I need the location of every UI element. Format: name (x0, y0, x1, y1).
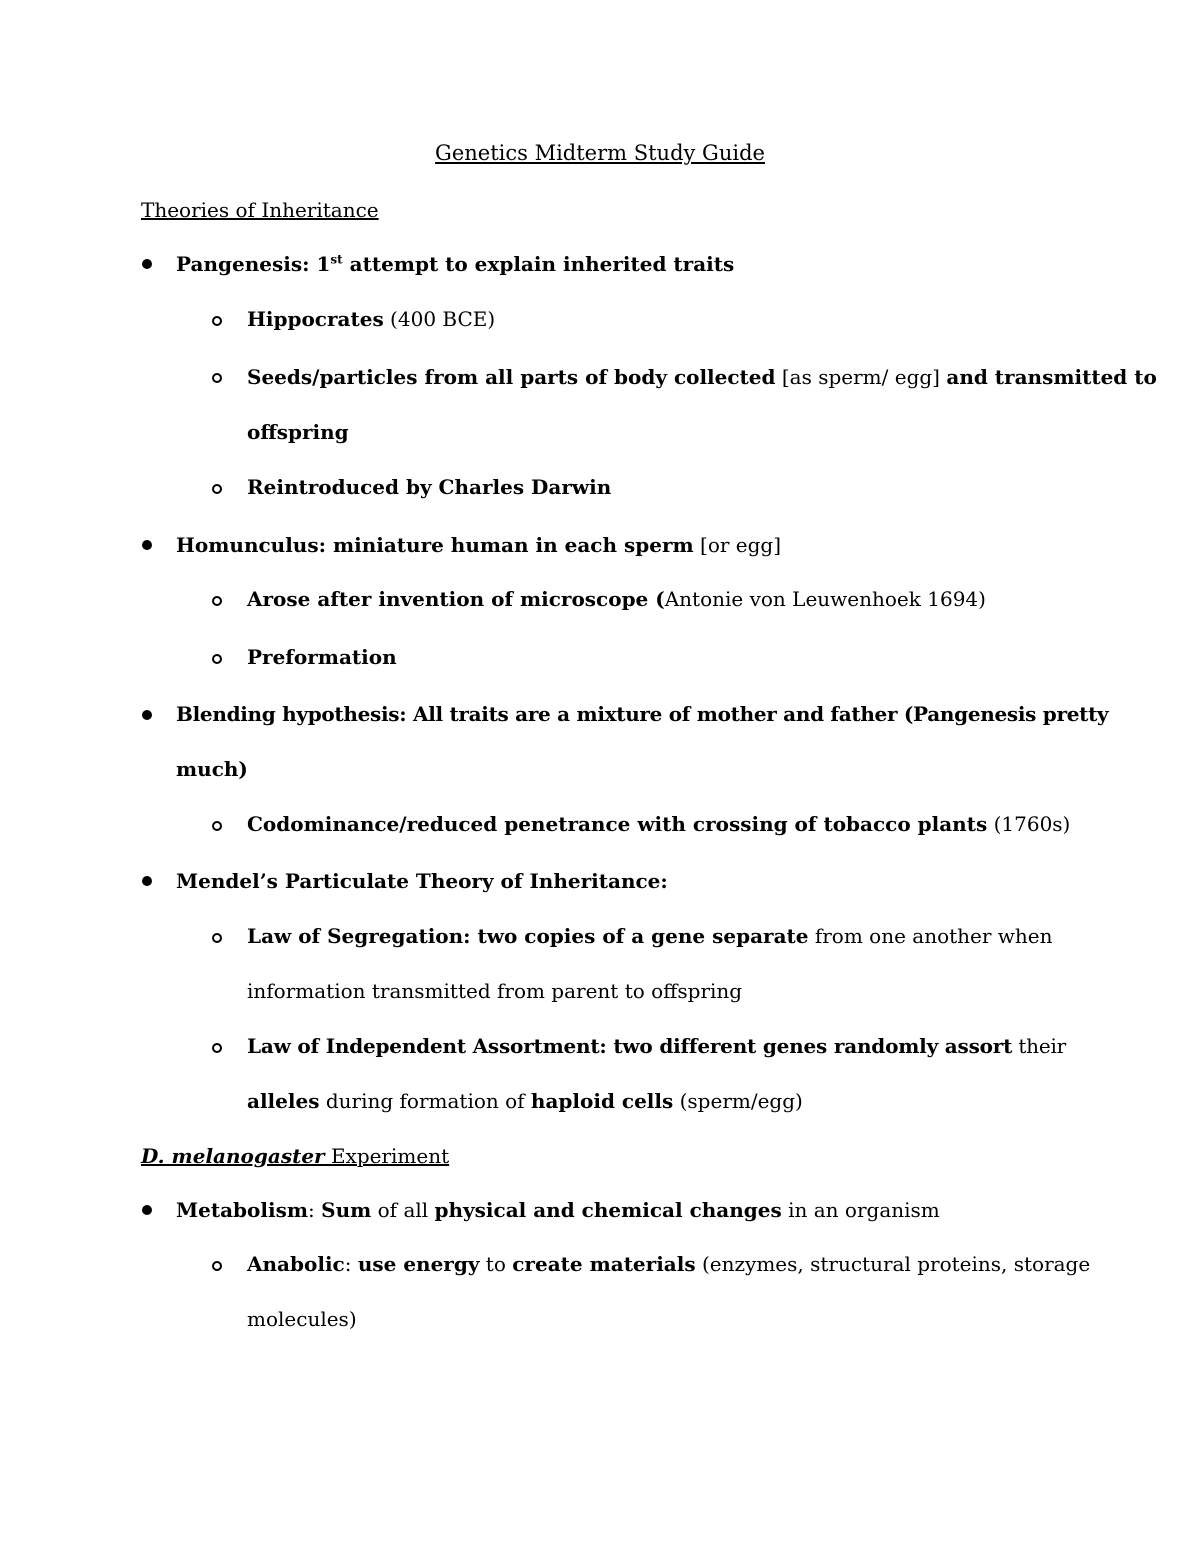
bullet-blending-cont: much) (176, 757, 248, 781)
sub-reintroduced: Reintroduced by Charles Darwin (247, 475, 612, 499)
bullet-filled-icon (142, 540, 152, 550)
sub-preformation: Preformation (247, 645, 397, 669)
sub-law-independent: Law of Independent Assortment: two different genes randomly assort their (247, 1034, 1067, 1058)
section-heading-theories: Theories of Inheritance (141, 198, 379, 222)
bullet-metabolism: Metabolism: Sum of all physical and chemical changes in an organism (176, 1198, 940, 1222)
bullet-hollow-icon (212, 1261, 222, 1271)
bullet-hollow-icon (212, 821, 222, 831)
bullet-hollow-icon (212, 484, 222, 494)
bullet-hollow-icon (212, 596, 222, 606)
bullet-filled-icon (142, 876, 152, 886)
sub-seeds-particles: Seeds/particles from all parts of body collected [as sperm/ egg] and transmitted to (247, 365, 1157, 389)
document-title: Genetics Midterm Study Guide (435, 141, 765, 165)
bullet-blending: Blending hypothesis: All traits are a mixture of mother and father (Pangenesis pretty (176, 702, 1109, 726)
section-heading-melanogaster: D. melanogaster Experiment (141, 1144, 450, 1168)
sub-arose-microscope: Arose after invention of microscope (Antonie von Leuwenhoek 1694) (247, 587, 986, 611)
sub-law-segregation-cont: information transmitted from parent to offspring (247, 979, 743, 1003)
sub-law-segregation: Law of Segregation: two copies of a gene separate from one another when (247, 924, 1053, 948)
bullet-hollow-icon (212, 1043, 222, 1053)
bullet-hollow-icon (212, 933, 222, 943)
sub-anabolic: Anabolic: use energy to create materials (enzymes, structural proteins, storage (247, 1252, 1091, 1276)
bullet-hollow-icon (212, 316, 222, 326)
bullet-pangenesis: Pangenesis: 1st attempt to explain inherited traits (176, 252, 735, 276)
sub-hippocrates: Hippocrates (400 BCE) (247, 307, 496, 331)
bullet-filled-icon (142, 710, 152, 720)
sub-anabolic-cont: molecules) (247, 1307, 357, 1331)
bullet-homunculus: Homunculus: miniature human in each sperm [or egg] (176, 533, 782, 557)
bullet-filled-icon (142, 259, 152, 269)
bullet-mendel: Mendel’s Particulate Theory of Inheritance: (176, 869, 668, 893)
sub-law-independent-cont: alleles during formation of haploid cells (sperm/egg) (247, 1089, 803, 1113)
sub-seeds-particles-cont: offspring (247, 420, 349, 444)
bullet-filled-icon (142, 1205, 152, 1215)
sub-codominance: Codominance/reduced penetrance with crossing of tobacco plants (1760s) (247, 812, 1071, 836)
bullet-hollow-icon (212, 654, 222, 664)
bullet-hollow-icon (212, 373, 222, 383)
